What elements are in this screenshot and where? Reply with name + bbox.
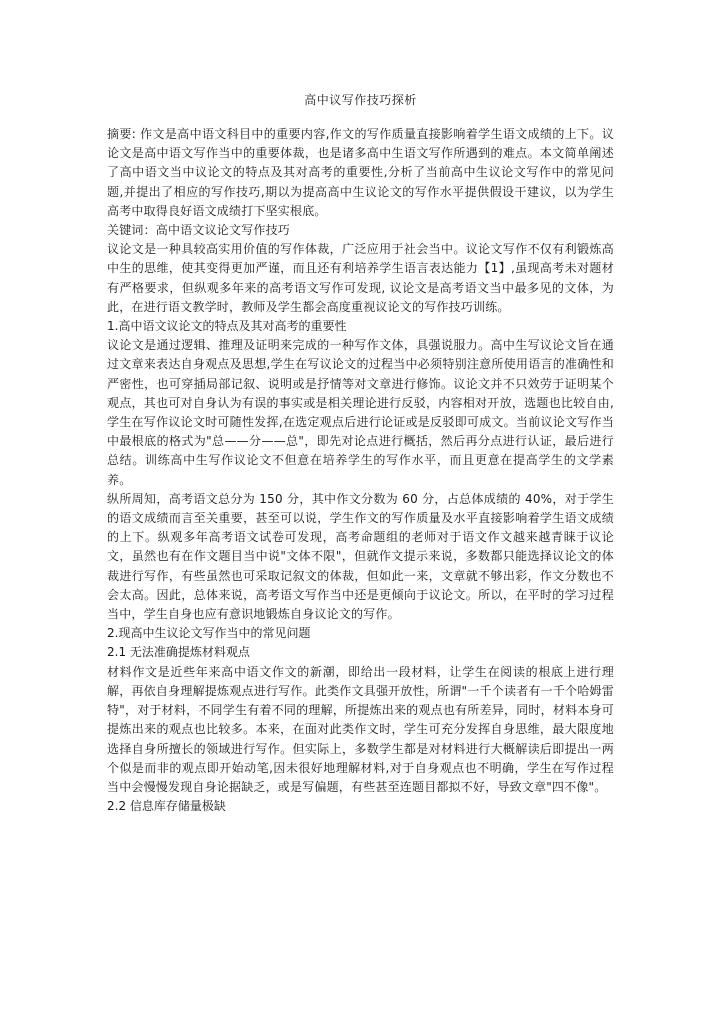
section-2-1-heading: 2.1 无法准确提炼材料观点 bbox=[107, 645, 250, 660]
section-1-heading: 1.高中语文议论文的特点及其对高考的重要性 bbox=[107, 319, 347, 334]
keywords-line: 关键词：高中语文议论文写作技巧 bbox=[107, 223, 291, 238]
document-title: 高中议写作技巧探析 bbox=[304, 93, 417, 107]
section-1-paragraph-2: 纵所周知，高考语文总分为 150 分，其中作文分数为 60 分，占总体成绩的 40%，对于学生的语文成绩而言至关重要，甚至可以说，学生作文的写作质量及水平直接影响着学生语文成绩的上下。纵观多年高考语文试卷可发现，高考命题组的老师对于语文作文越来越青睐于议论文，虽然也有在作文题目当中说"文体不限"，但就作文提示来说，多数都只能选择议论文的体裁进行写作，有些虽然也可采取记叙文的体裁，但如此一来，文章就不够出彩，作文分数也不会太高。因此，总体来说，高考语文写作当中还是更倾向于议论文。所以，在平时的学习过程当中，学生自身也应有意识地锻炼自身议论文的写作。 bbox=[107, 491, 614, 622]
section-2-heading: 2.现高中生议论文写作当中的常见问题 bbox=[107, 626, 311, 641]
document-page bbox=[107, 92, 614, 816]
section-1-paragraph-1: 议论文是通过逻辑、推理及证明来完成的一种写作文体，具强说服力。高中生写议论文旨在通过文章来表达自身观点及思想,学生在写议论文的过程当中必须特别注意所使用语言的准确性和严密性，也可穿插局部记叙、说明或是抒情等对文章进行修饰。议论文并不只效劳于证明某个观点，其也可对自身认为有误的事实或是相关理论进行反驳，内容相对开放，选题也比较自由,学生在写作议论文时可随性发挥,在选定观点后进行论证或是反驳即可成文。当前议论文写作当中最根底的格式为"总——分——总"，即先对论点进行概括，然后再分点进行认证，最后进行总结。训练高中生写作议论文不但意在培养学生的写作水平，而且更意在提高学生的文学素养。 bbox=[107, 338, 614, 487]
abstract-paragraph: 摘要: 作文是高中语文科目中的重要内容,作文的写作质量直接影响着学生语文成绩的上下。议论文是高中语文写作当中的重要体裁，也是诸多高中生语文写作所遇到的难点。本文简单阐述了高中语文当中议论文的特点及其对高考的重要性,分析了当前高中生议论文写作中的常见问题,并提出了相应的写作技巧,期以为提高高中生议论文的写作水平提供假设干建议，以为学生高考中取得良好语文成绩打下坚实根底。 bbox=[107, 127, 614, 218]
section-2-2-heading: 2.2 信息库存储量极缺 bbox=[107, 799, 226, 814]
intro-paragraph: 议论文是一种具较高实用价值的写作体裁，广泛应用于社会当中。议论文写作不仅有利锻炼高中生的思维，使其变得更加严谨，而且还有利培养学生语言表达能力【1】,虽现高考未对题材有严格要求，但纵观多年来的高考语文写作可发现, 议论文是高考语文当中最多见的文体，为此，在进行语文教学时，教师及学生都会高度重视议论文的写作技巧训练。 bbox=[107, 242, 614, 314]
section-2-1-paragraph: 材料作文是近些年来高中语文作文的新潮，即给出一段材料，让学生在阅读的根底上进行理解，再依自身理解提炼观点进行写作。此类作文具强开放性，所谓"一千个读者有一千个哈姆雷特"，对于材料，不同学生有着不同的理解，所提炼出来的观点也有所差异，同时，材料本身可提炼出来的观点也比较多。本来，在面对此类作文时，学生可充分发挥自身思维，最大限度地选择自身所擅长的领域进行写作。但实际上，多数学生都是对材料进行大概解读后即提出一两个似是而非的观点即开始动笔,因未很好地理解材料,对于自身观点也不明确，学生在写作过程当中会慢慢发现自身论据缺乏，或是写偏题，有些甚至连题目都拟不好，导致文章"四不像"。 bbox=[107, 664, 614, 794]
